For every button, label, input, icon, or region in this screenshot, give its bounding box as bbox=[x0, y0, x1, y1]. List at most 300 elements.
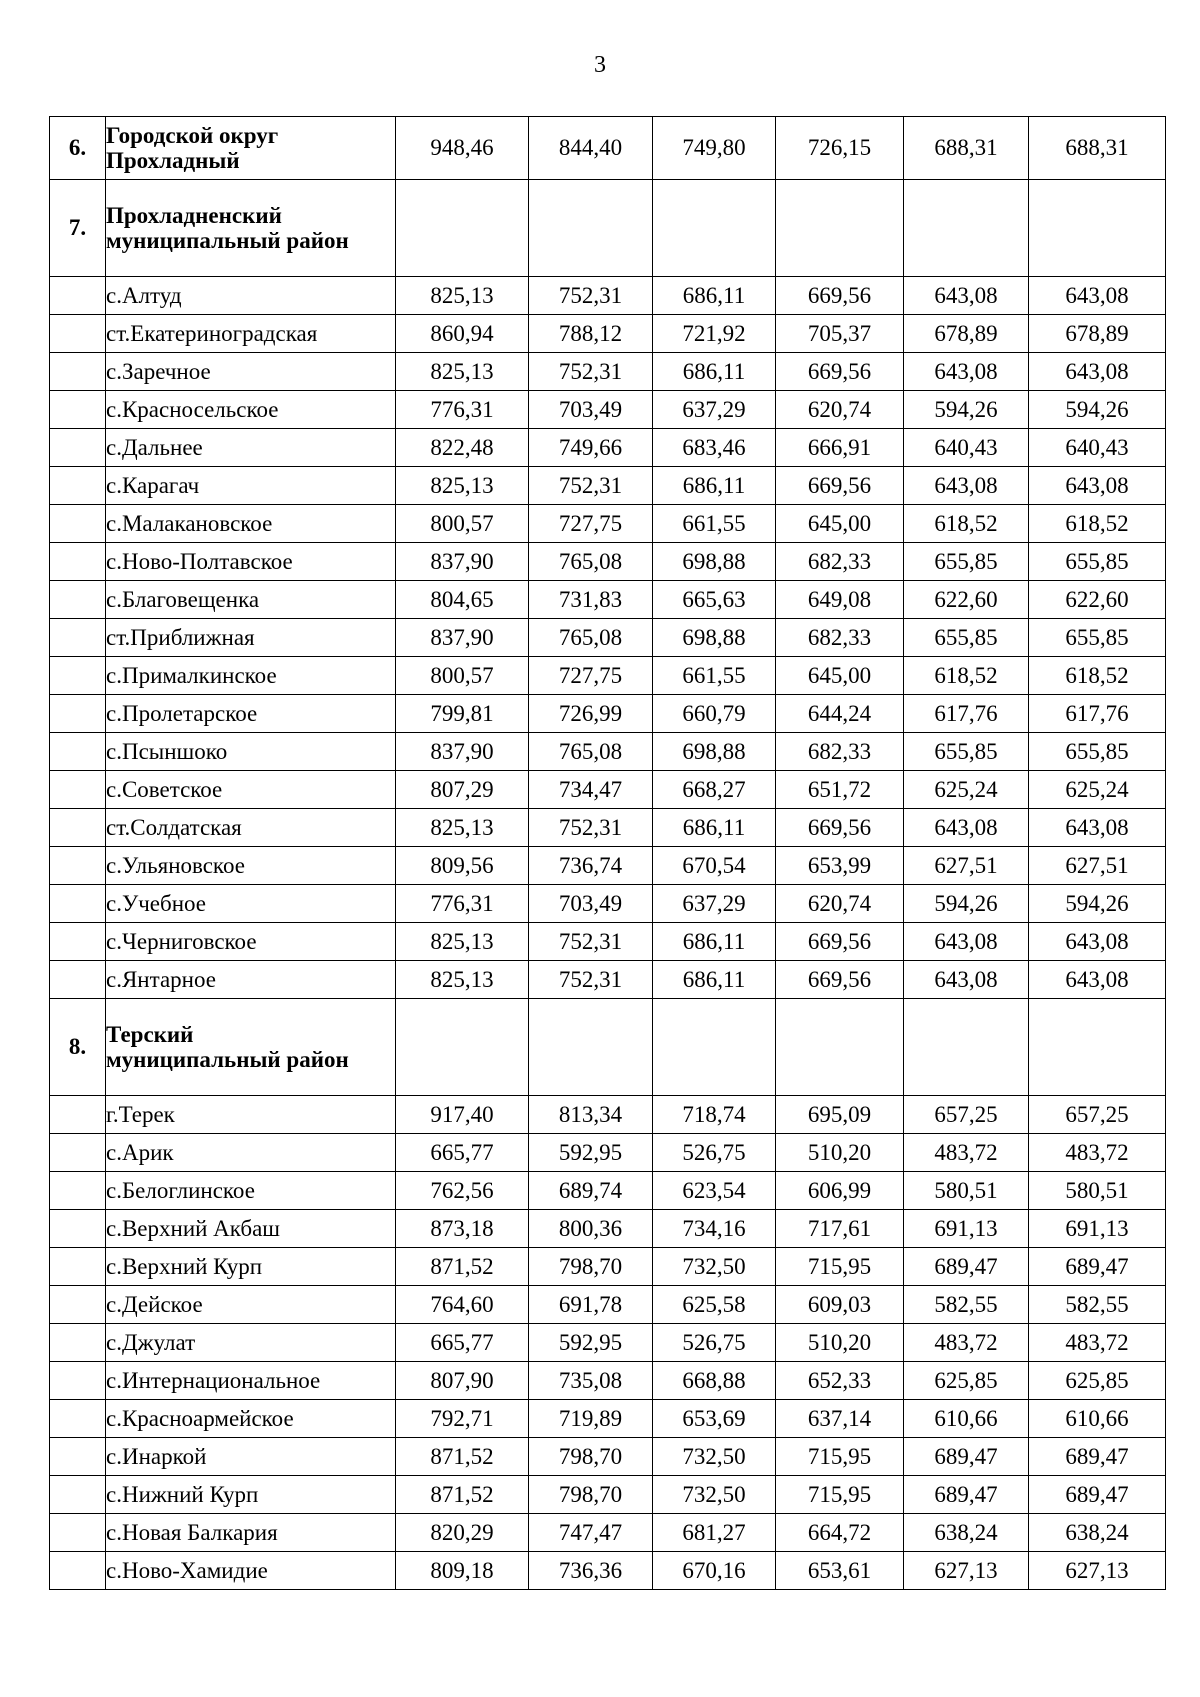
value-cell: 483,72 bbox=[1029, 1134, 1166, 1172]
value-cell: 526,75 bbox=[653, 1324, 776, 1362]
table-row bbox=[50, 353, 1166, 391]
section-title-line: Прохладный bbox=[106, 148, 240, 173]
value-cell: 837,90 bbox=[396, 733, 529, 771]
value-cell: 625,58 bbox=[653, 1286, 776, 1324]
value-cell: 798,70 bbox=[529, 1476, 653, 1514]
value-cell: 686,11 bbox=[653, 809, 776, 847]
value-cell: 655,85 bbox=[1029, 619, 1166, 657]
value-cell: 703,49 bbox=[529, 885, 653, 923]
value-cell: 825,13 bbox=[396, 809, 529, 847]
value-cell: 705,37 bbox=[776, 315, 904, 353]
value-cell: 825,13 bbox=[396, 353, 529, 391]
value-cell: 727,75 bbox=[529, 505, 653, 543]
value-cell: 752,31 bbox=[529, 277, 653, 315]
row-number-cell bbox=[50, 1552, 106, 1590]
value-cell: 651,72 bbox=[776, 771, 904, 809]
value-cell: 655,85 bbox=[904, 619, 1029, 657]
value-cell: 682,33 bbox=[776, 543, 904, 581]
value-cell: 580,51 bbox=[904, 1172, 1029, 1210]
value-cell: 665,63 bbox=[653, 581, 776, 619]
row-number-cell bbox=[50, 733, 106, 771]
value-cell: 917,40 bbox=[396, 1096, 529, 1134]
value-cell: 804,65 bbox=[396, 581, 529, 619]
table-row bbox=[50, 1210, 1166, 1248]
value-cell: 798,70 bbox=[529, 1248, 653, 1286]
value-cell: 721,92 bbox=[653, 315, 776, 353]
table-row bbox=[50, 771, 1166, 809]
row-number-cell bbox=[50, 885, 106, 923]
settlement-name: с.Советское bbox=[106, 771, 396, 809]
value-cell: 594,26 bbox=[904, 391, 1029, 429]
value-cell: 637,29 bbox=[653, 885, 776, 923]
value-cell: 691,78 bbox=[529, 1286, 653, 1324]
value-cell: 580,51 bbox=[1029, 1172, 1166, 1210]
value-cell: 765,08 bbox=[529, 619, 653, 657]
value-cell: 669,56 bbox=[776, 923, 904, 961]
value-cell: 749,66 bbox=[529, 429, 653, 467]
table-row bbox=[50, 543, 1166, 581]
value-cell: 860,94 bbox=[396, 315, 529, 353]
table-row bbox=[50, 1286, 1166, 1324]
value-cell: 670,54 bbox=[653, 847, 776, 885]
settlement-name: с.Ульяновское bbox=[106, 847, 396, 885]
row-number-cell bbox=[50, 1514, 106, 1552]
table-row bbox=[50, 505, 1166, 543]
value-cell: 689,47 bbox=[904, 1438, 1029, 1476]
value-cell: 825,13 bbox=[396, 961, 529, 999]
value-cell: 837,90 bbox=[396, 543, 529, 581]
row-number-cell bbox=[50, 1362, 106, 1400]
settlement-name: с.Джулат bbox=[106, 1324, 396, 1362]
value-cell: 483,72 bbox=[904, 1134, 1029, 1172]
value-cell: 765,08 bbox=[529, 733, 653, 771]
value-cell bbox=[653, 180, 776, 277]
section-number: 8. bbox=[50, 999, 106, 1096]
table-row bbox=[50, 391, 1166, 429]
row-number-cell bbox=[50, 353, 106, 391]
value-cell: 798,70 bbox=[529, 1438, 653, 1476]
value-cell: 669,56 bbox=[776, 277, 904, 315]
settlement-name: с.Верхний Акбаш bbox=[106, 1210, 396, 1248]
table-row bbox=[50, 1324, 1166, 1362]
value-cell: 637,14 bbox=[776, 1400, 904, 1438]
row-number-cell bbox=[50, 467, 106, 505]
row-number-cell bbox=[50, 771, 106, 809]
row-number-cell bbox=[50, 315, 106, 353]
value-cell: 510,20 bbox=[776, 1134, 904, 1172]
value-cell: 610,66 bbox=[904, 1400, 1029, 1438]
value-cell: 871,52 bbox=[396, 1476, 529, 1514]
value-cell: 623,54 bbox=[653, 1172, 776, 1210]
value-cell: 689,47 bbox=[904, 1476, 1029, 1514]
settlement-name: с.Красноармейское bbox=[106, 1400, 396, 1438]
value-cell: 669,56 bbox=[776, 809, 904, 847]
value-cell: 715,95 bbox=[776, 1476, 904, 1514]
value-cell bbox=[396, 999, 529, 1096]
settlement-name: с.Учебное bbox=[106, 885, 396, 923]
row-number-cell bbox=[50, 543, 106, 581]
value-cell: 643,08 bbox=[904, 467, 1029, 505]
value-cell: 622,60 bbox=[1029, 581, 1166, 619]
value-cell: 948,46 bbox=[396, 117, 529, 180]
value-cell: 594,26 bbox=[904, 885, 1029, 923]
settlement-name: с.Янтарное bbox=[106, 961, 396, 999]
value-cell: 809,56 bbox=[396, 847, 529, 885]
table-row bbox=[50, 1134, 1166, 1172]
value-cell: 727,75 bbox=[529, 657, 653, 695]
value-cell: 669,56 bbox=[776, 467, 904, 505]
table-row bbox=[50, 1552, 1166, 1590]
value-cell: 698,88 bbox=[653, 733, 776, 771]
value-cell bbox=[776, 180, 904, 277]
value-cell: 703,49 bbox=[529, 391, 653, 429]
value-cell: 752,31 bbox=[529, 923, 653, 961]
value-cell: 689,47 bbox=[904, 1248, 1029, 1286]
section-header-row bbox=[50, 180, 1166, 277]
row-number-cell bbox=[50, 961, 106, 999]
value-cell: 825,13 bbox=[396, 923, 529, 961]
value-cell: 691,13 bbox=[1029, 1210, 1166, 1248]
value-cell bbox=[529, 999, 653, 1096]
value-cell: 661,55 bbox=[653, 505, 776, 543]
table-row bbox=[50, 695, 1166, 733]
table-row bbox=[50, 467, 1166, 505]
settlement-name: с.Дальнее bbox=[106, 429, 396, 467]
value-cell: 620,74 bbox=[776, 391, 904, 429]
value-cell: 645,00 bbox=[776, 505, 904, 543]
value-cell: 691,13 bbox=[904, 1210, 1029, 1248]
value-cell: 732,50 bbox=[653, 1438, 776, 1476]
value-cell: 638,24 bbox=[904, 1514, 1029, 1552]
row-number-cell bbox=[50, 923, 106, 961]
settlement-name: с.Карагач bbox=[106, 467, 396, 505]
value-cell: 606,99 bbox=[776, 1172, 904, 1210]
value-cell: 788,12 bbox=[529, 315, 653, 353]
value-cell: 752,31 bbox=[529, 353, 653, 391]
settlement-name: с.Псыншоко bbox=[106, 733, 396, 771]
value-cell: 643,08 bbox=[1029, 809, 1166, 847]
settlement-name: с.Белоглинское bbox=[106, 1172, 396, 1210]
value-cell: 668,88 bbox=[653, 1362, 776, 1400]
settlement-name: с.Заречное bbox=[106, 353, 396, 391]
value-cell: 643,08 bbox=[1029, 467, 1166, 505]
row-number-cell bbox=[50, 619, 106, 657]
value-cell: 627,13 bbox=[1029, 1552, 1166, 1590]
row-number-cell bbox=[50, 581, 106, 619]
section-title bbox=[106, 117, 396, 180]
value-cell: 726,99 bbox=[529, 695, 653, 733]
settlement-name: с.Пролетарское bbox=[106, 695, 396, 733]
value-cell: 665,77 bbox=[396, 1324, 529, 1362]
settlement-name: с.Алтуд bbox=[106, 277, 396, 315]
value-cell: 669,56 bbox=[776, 353, 904, 391]
value-cell: 807,90 bbox=[396, 1362, 529, 1400]
value-cell: 670,16 bbox=[653, 1552, 776, 1590]
value-cell: 698,88 bbox=[653, 543, 776, 581]
section-title-line: Терский bbox=[106, 1021, 194, 1047]
row-number-cell bbox=[50, 277, 106, 315]
table-row bbox=[50, 885, 1166, 923]
value-cell: 873,18 bbox=[396, 1210, 529, 1248]
value-cell: 747,47 bbox=[529, 1514, 653, 1552]
value-cell: 678,89 bbox=[1029, 315, 1166, 353]
value-cell: 640,43 bbox=[1029, 429, 1166, 467]
value-cell: 734,16 bbox=[653, 1210, 776, 1248]
value-cell: 483,72 bbox=[904, 1324, 1029, 1362]
value-cell: 749,80 bbox=[653, 117, 776, 180]
value-cell: 717,61 bbox=[776, 1210, 904, 1248]
row-number-cell bbox=[50, 391, 106, 429]
value-cell: 618,52 bbox=[1029, 657, 1166, 695]
value-cell: 638,24 bbox=[1029, 1514, 1166, 1552]
row-number-cell bbox=[50, 1172, 106, 1210]
row-number-cell bbox=[50, 1248, 106, 1286]
row-number-cell bbox=[50, 657, 106, 695]
row-number-cell bbox=[50, 505, 106, 543]
settlement-name: с.Интернациональное bbox=[106, 1362, 396, 1400]
value-cell: 625,24 bbox=[904, 771, 1029, 809]
value-cell: 719,89 bbox=[529, 1400, 653, 1438]
settlement-name: с.Арик bbox=[106, 1134, 396, 1172]
section-header-row bbox=[50, 117, 1166, 180]
value-cell: 657,25 bbox=[1029, 1096, 1166, 1134]
value-cell: 752,31 bbox=[529, 809, 653, 847]
value-cell: 643,08 bbox=[904, 277, 1029, 315]
value-cell: 682,33 bbox=[776, 733, 904, 771]
value-cell: 640,43 bbox=[904, 429, 1029, 467]
value-cell: 825,13 bbox=[396, 467, 529, 505]
value-cell: 764,60 bbox=[396, 1286, 529, 1324]
value-cell: 678,89 bbox=[904, 315, 1029, 353]
table-row bbox=[50, 1400, 1166, 1438]
value-cell: 592,95 bbox=[529, 1324, 653, 1362]
settlement-name: с.Нижний Курп bbox=[106, 1476, 396, 1514]
value-cell: 681,27 bbox=[653, 1514, 776, 1552]
value-cell: 689,47 bbox=[1029, 1476, 1166, 1514]
section-title-line: Городской округ bbox=[106, 122, 279, 148]
value-cell: 617,76 bbox=[904, 695, 1029, 733]
value-cell: 627,51 bbox=[904, 847, 1029, 885]
value-cell: 625,85 bbox=[1029, 1362, 1166, 1400]
value-cell: 645,00 bbox=[776, 657, 904, 695]
value-cell: 715,95 bbox=[776, 1438, 904, 1476]
table-row bbox=[50, 961, 1166, 999]
value-cell: 820,29 bbox=[396, 1514, 529, 1552]
settlement-name: с.Малакановское bbox=[106, 505, 396, 543]
value-cell: 655,85 bbox=[904, 543, 1029, 581]
value-cell: 582,55 bbox=[904, 1286, 1029, 1324]
value-cell: 594,26 bbox=[1029, 391, 1166, 429]
settlement-name: ст.Екатериноградская bbox=[106, 315, 396, 353]
value-cell: 618,52 bbox=[904, 505, 1029, 543]
value-cell: 837,90 bbox=[396, 619, 529, 657]
table-row bbox=[50, 657, 1166, 695]
value-cell: 689,74 bbox=[529, 1172, 653, 1210]
value-cell: 526,75 bbox=[653, 1134, 776, 1172]
value-cell: 813,34 bbox=[529, 1096, 653, 1134]
value-cell: 643,08 bbox=[1029, 923, 1166, 961]
tariff-table bbox=[49, 116, 1166, 1590]
value-cell: 689,47 bbox=[1029, 1248, 1166, 1286]
settlement-name: ст.Солдатская bbox=[106, 809, 396, 847]
value-cell: 736,36 bbox=[529, 1552, 653, 1590]
settlement-name: г.Терек bbox=[106, 1096, 396, 1134]
section-number: 6. bbox=[50, 117, 106, 180]
value-cell: 510,20 bbox=[776, 1324, 904, 1362]
table-row bbox=[50, 619, 1166, 657]
settlement-name: с.Благовещенка bbox=[106, 581, 396, 619]
value-cell: 731,83 bbox=[529, 581, 653, 619]
value-cell: 617,76 bbox=[1029, 695, 1166, 733]
table-row bbox=[50, 733, 1166, 771]
value-cell: 682,33 bbox=[776, 619, 904, 657]
value-cell: 652,33 bbox=[776, 1362, 904, 1400]
value-cell: 643,08 bbox=[1029, 277, 1166, 315]
value-cell: 655,85 bbox=[1029, 733, 1166, 771]
value-cell: 752,31 bbox=[529, 467, 653, 505]
value-cell: 809,18 bbox=[396, 1552, 529, 1590]
value-cell: 609,03 bbox=[776, 1286, 904, 1324]
settlement-name: с.Прималкинское bbox=[106, 657, 396, 695]
value-cell: 698,88 bbox=[653, 619, 776, 657]
value-cell: 752,31 bbox=[529, 961, 653, 999]
value-cell: 657,25 bbox=[904, 1096, 1029, 1134]
value-cell: 800,36 bbox=[529, 1210, 653, 1248]
value-cell: 643,08 bbox=[1029, 353, 1166, 391]
value-cell: 618,52 bbox=[1029, 505, 1166, 543]
value-cell bbox=[904, 999, 1029, 1096]
value-cell: 776,31 bbox=[396, 391, 529, 429]
section-title bbox=[106, 999, 396, 1096]
value-cell: 765,08 bbox=[529, 543, 653, 581]
value-cell: 792,71 bbox=[396, 1400, 529, 1438]
settlement-name: с.Красносельское bbox=[106, 391, 396, 429]
row-number-cell bbox=[50, 1400, 106, 1438]
row-number-cell bbox=[50, 1324, 106, 1362]
table-row bbox=[50, 923, 1166, 961]
value-cell: 637,29 bbox=[653, 391, 776, 429]
value-cell: 800,57 bbox=[396, 505, 529, 543]
table-body bbox=[50, 117, 1166, 1590]
value-cell: 799,81 bbox=[396, 695, 529, 733]
value-cell: 735,08 bbox=[529, 1362, 653, 1400]
value-cell: 649,08 bbox=[776, 581, 904, 619]
settlement-name: с.Дейское bbox=[106, 1286, 396, 1324]
value-cell: 610,66 bbox=[1029, 1400, 1166, 1438]
value-cell bbox=[1029, 180, 1166, 277]
section-title-line: Прохладненский bbox=[106, 202, 282, 228]
settlement-name: ст.Приближная bbox=[106, 619, 396, 657]
table-row bbox=[50, 1172, 1166, 1210]
value-cell: 825,13 bbox=[396, 277, 529, 315]
section-title-line: муниципальный район bbox=[106, 1047, 349, 1072]
table-row bbox=[50, 429, 1166, 467]
table-row bbox=[50, 809, 1166, 847]
value-cell: 668,27 bbox=[653, 771, 776, 809]
value-cell: 686,11 bbox=[653, 467, 776, 505]
section-number: 7. bbox=[50, 180, 106, 277]
table-row bbox=[50, 581, 1166, 619]
value-cell: 627,51 bbox=[1029, 847, 1166, 885]
value-cell: 627,13 bbox=[904, 1552, 1029, 1590]
row-number-cell bbox=[50, 1134, 106, 1172]
value-cell: 688,31 bbox=[1029, 117, 1166, 180]
section-header-row bbox=[50, 999, 1166, 1096]
value-cell: 620,74 bbox=[776, 885, 904, 923]
value-cell: 688,31 bbox=[904, 117, 1029, 180]
value-cell bbox=[396, 180, 529, 277]
value-cell: 718,74 bbox=[653, 1096, 776, 1134]
settlement-name: с.Инаркой bbox=[106, 1438, 396, 1476]
value-cell: 683,46 bbox=[653, 429, 776, 467]
value-cell: 655,85 bbox=[904, 733, 1029, 771]
table-row bbox=[50, 1476, 1166, 1514]
value-cell bbox=[1029, 999, 1166, 1096]
value-cell: 665,77 bbox=[396, 1134, 529, 1172]
section-title-line: муниципальный район bbox=[106, 228, 349, 253]
value-cell: 689,47 bbox=[1029, 1438, 1166, 1476]
value-cell: 776,31 bbox=[396, 885, 529, 923]
table-row bbox=[50, 315, 1166, 353]
settlement-name: с.Ново-Хамидие bbox=[106, 1552, 396, 1590]
value-cell: 655,85 bbox=[1029, 543, 1166, 581]
value-cell: 643,08 bbox=[904, 961, 1029, 999]
value-cell: 643,08 bbox=[1029, 961, 1166, 999]
value-cell: 807,29 bbox=[396, 771, 529, 809]
value-cell: 686,11 bbox=[653, 353, 776, 391]
value-cell: 695,09 bbox=[776, 1096, 904, 1134]
value-cell: 871,52 bbox=[396, 1248, 529, 1286]
row-number-cell bbox=[50, 1438, 106, 1476]
table-row bbox=[50, 1514, 1166, 1552]
value-cell: 644,24 bbox=[776, 695, 904, 733]
value-cell: 592,95 bbox=[529, 1134, 653, 1172]
value-cell: 666,91 bbox=[776, 429, 904, 467]
value-cell: 715,95 bbox=[776, 1248, 904, 1286]
value-cell: 653,69 bbox=[653, 1400, 776, 1438]
value-cell bbox=[776, 999, 904, 1096]
value-cell bbox=[653, 999, 776, 1096]
row-number-cell bbox=[50, 1476, 106, 1514]
value-cell: 483,72 bbox=[1029, 1324, 1166, 1362]
value-cell: 582,55 bbox=[1029, 1286, 1166, 1324]
value-cell: 734,47 bbox=[529, 771, 653, 809]
value-cell: 643,08 bbox=[904, 809, 1029, 847]
value-cell: 643,08 bbox=[904, 353, 1029, 391]
table-row bbox=[50, 1248, 1166, 1286]
section-title bbox=[106, 180, 396, 277]
settlement-name: с.Черниговское bbox=[106, 923, 396, 961]
row-number-cell bbox=[50, 847, 106, 885]
value-cell: 594,26 bbox=[1029, 885, 1166, 923]
settlement-name: с.Ново-Полтавское bbox=[106, 543, 396, 581]
table-row bbox=[50, 277, 1166, 315]
value-cell bbox=[529, 180, 653, 277]
value-cell: 822,48 bbox=[396, 429, 529, 467]
settlement-name: с.Верхний Курп bbox=[106, 1248, 396, 1286]
value-cell: 686,11 bbox=[653, 277, 776, 315]
page-number: 3 bbox=[594, 52, 606, 78]
settlement-name: с.Новая Балкария bbox=[106, 1514, 396, 1552]
value-cell: 669,56 bbox=[776, 961, 904, 999]
table-row bbox=[50, 1438, 1166, 1476]
value-cell: 726,15 bbox=[776, 117, 904, 180]
row-number-cell bbox=[50, 809, 106, 847]
row-number-cell bbox=[50, 695, 106, 733]
value-cell: 686,11 bbox=[653, 923, 776, 961]
table-row bbox=[50, 1096, 1166, 1134]
table-row bbox=[50, 847, 1166, 885]
